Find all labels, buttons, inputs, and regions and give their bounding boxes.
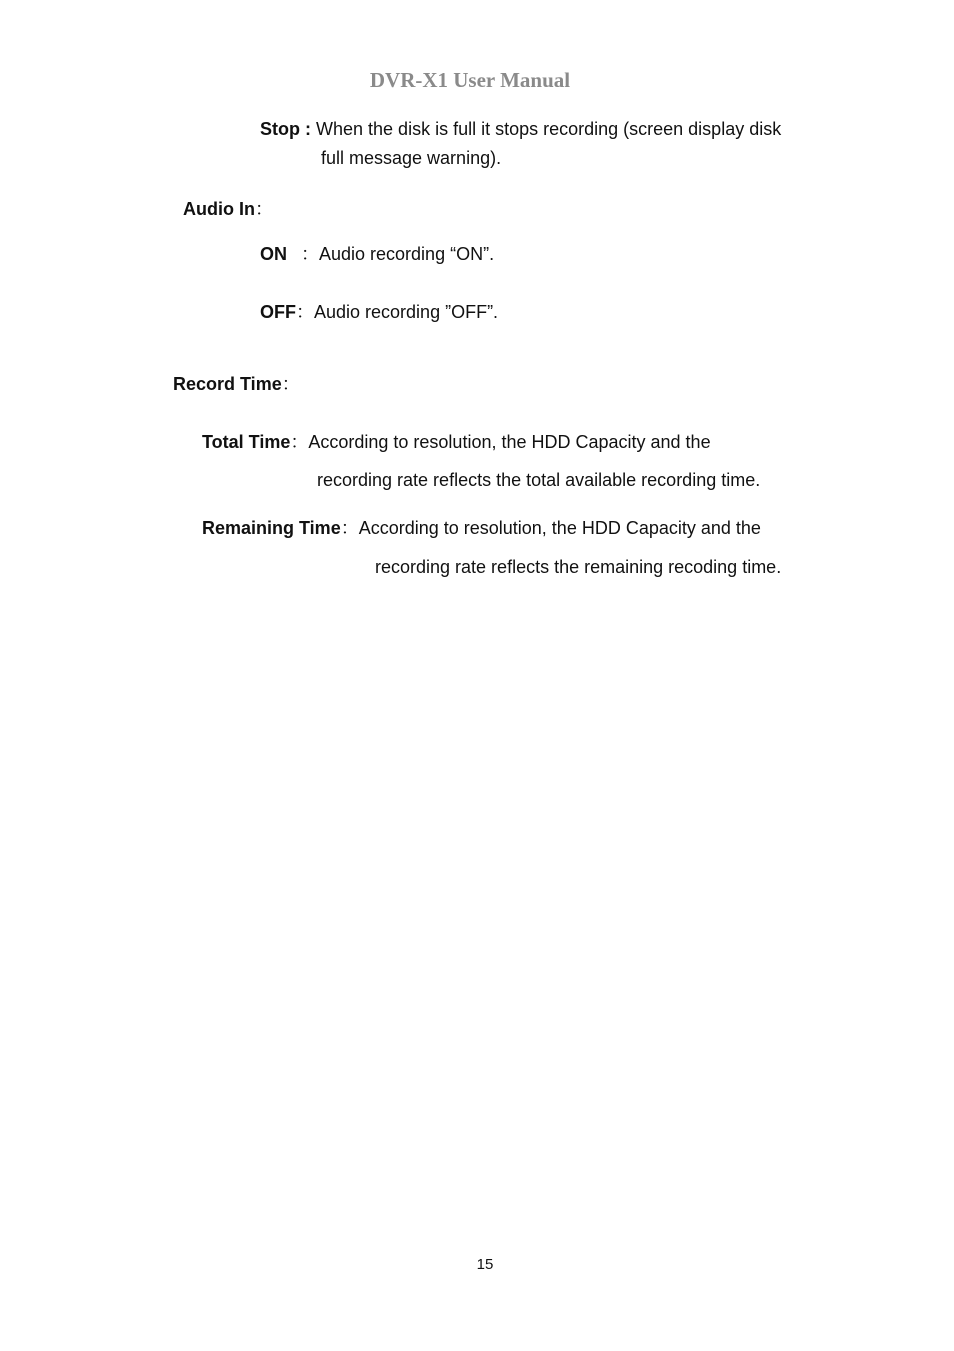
audio-on-label: ON xyxy=(260,244,287,264)
audio-off-label: OFF xyxy=(260,302,296,322)
record-time-heading-colon: ： xyxy=(281,374,300,394)
remaining-time-text-line2: recording rate reflects the remaining recoding time. xyxy=(375,557,782,577)
audio-off-text: Audio recording ”OFF”. xyxy=(314,302,499,322)
stop-item xyxy=(260,119,781,140)
audio-in-heading-label: Audio In xyxy=(183,199,255,219)
audio-off-colon: ： xyxy=(296,302,314,322)
record-time-heading-label: Record Time xyxy=(173,374,282,394)
stop-text-line1: When the disk is full it stops recording (screen display disk xyxy=(316,119,782,139)
page-number: 15 xyxy=(476,1256,494,1273)
remaining-time-text-line1: According to resolution, the HDD Capacity and the xyxy=(358,518,761,538)
remaining-time-label: Remaining Time xyxy=(202,518,341,538)
page-header-title: DVR-X1 User Manual xyxy=(369,68,571,92)
remaining-time-item xyxy=(202,514,761,540)
remaining-time-colon: ： xyxy=(340,518,359,538)
total-time-text-line1: According to resolution, the HDD Capacity and the xyxy=(308,432,711,452)
total-time-text-line2: recording rate reflects the total available recording time. xyxy=(317,470,761,490)
total-time-label: Total Time xyxy=(202,432,291,452)
audio-in-heading xyxy=(183,195,273,221)
stop-label: Stop : xyxy=(260,119,311,139)
audio-on-item xyxy=(260,240,494,266)
audio-on-colon: ： xyxy=(301,244,319,264)
total-time-item xyxy=(202,428,711,454)
record-time-heading xyxy=(173,370,300,396)
stop-text-line2: full message warning). xyxy=(321,148,502,168)
audio-on-text: Audio recording “ON”. xyxy=(319,244,495,264)
audio-in-heading-colon: ： xyxy=(254,199,273,219)
total-time-colon: ： xyxy=(290,432,309,452)
audio-off-item xyxy=(260,298,498,324)
